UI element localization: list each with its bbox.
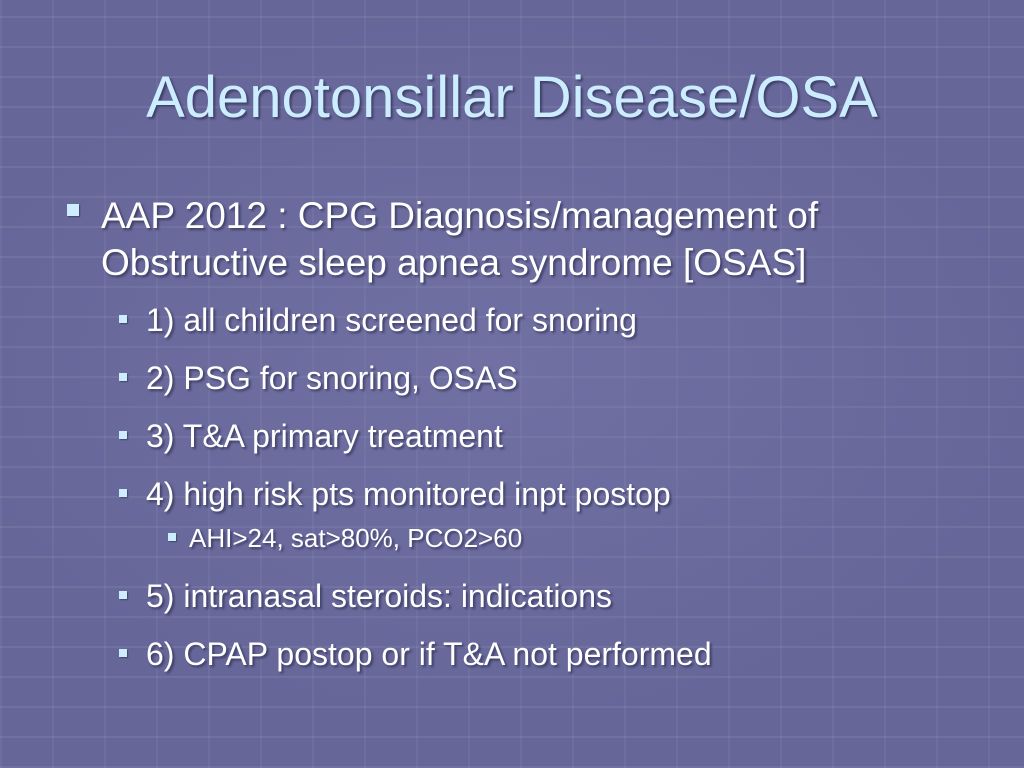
bullet-text: 4) high risk pts monitored inpt postop — [146, 476, 671, 512]
bullet-text: 1) all children screened for snoring — [146, 302, 637, 338]
sub-bullet-item-6 — [60, 634, 960, 674]
square-bullet-icon — [119, 373, 127, 381]
square-bullet-icon — [119, 431, 127, 439]
bullet-list — [60, 192, 960, 692]
square-bullet-icon — [119, 315, 127, 323]
bullet-text: 5) intranasal steroids: indications — [146, 578, 613, 614]
square-bullet-icon — [67, 204, 79, 216]
slide-title: Adenotonsillar Disease/OSA — [146, 65, 878, 130]
bullet-text: AAP 2012 : CPG Diagnosis/management of Obstructive sleep apnea syndrome [OSAS] — [101, 195, 819, 283]
sub-bullet-item-3 — [60, 416, 960, 456]
bullet-text: 3) T&A primary treatment — [146, 418, 503, 454]
square-bullet-icon — [168, 533, 176, 541]
square-bullet-icon — [119, 591, 127, 599]
square-bullet-icon — [119, 649, 127, 657]
sub-bullet-item-2 — [60, 358, 960, 398]
bullet-item-aap-2012 — [60, 192, 960, 286]
bullet-text: 2) PSG for snoring, OSAS — [146, 360, 518, 396]
sub-bullet-item-4 — [60, 474, 960, 514]
bullet-text: 6) CPAP postop or if T&A not performed — [146, 636, 712, 672]
bullet-text: AHI>24, sat>80%, PCO2>60 — [189, 523, 523, 553]
sub-sub-bullet-item-criteria — [60, 522, 960, 554]
square-bullet-icon — [119, 489, 127, 497]
sub-bullet-item-1 — [60, 300, 960, 340]
sub-bullet-item-5 — [60, 576, 960, 616]
